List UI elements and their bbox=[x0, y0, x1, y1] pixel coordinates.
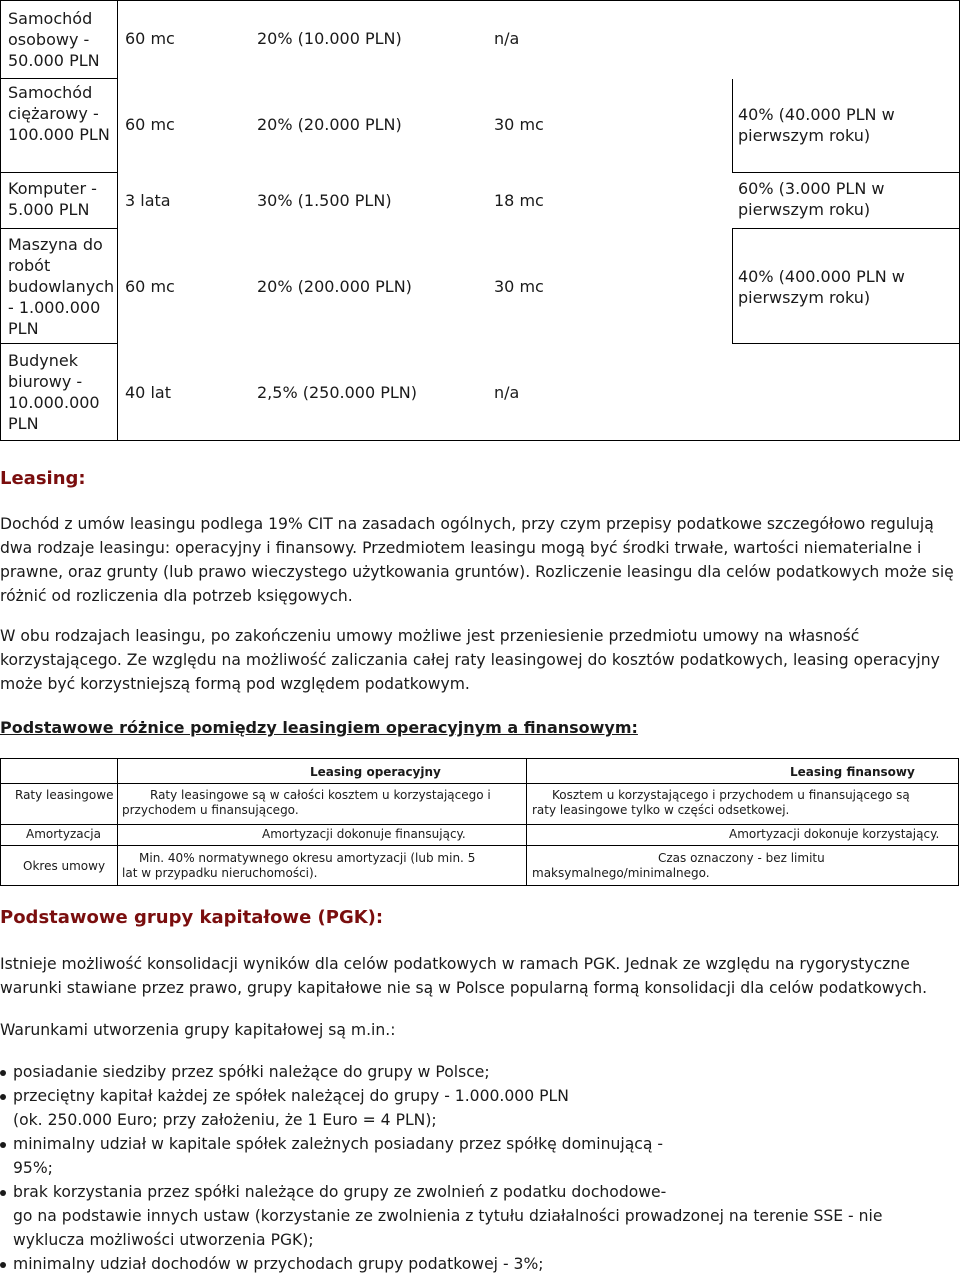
row-label: Raty leasingowe bbox=[15, 788, 114, 802]
financial-value: Czas oznaczony - bez limitu maksymalnego/minimalnego. bbox=[532, 851, 825, 880]
first-year-rate: 40% (400.000 PLN w pierwszym roku) bbox=[738, 267, 905, 307]
list-item bbox=[0, 1180, 950, 1252]
operational-value: Min. 40% normatywnego okresu amortyzacji (lub min. 5 lat w przypadku nieruchomości). bbox=[122, 851, 476, 880]
accelerated-period: 18 mc bbox=[494, 191, 544, 210]
list-item-text-continued: go na podstawie innych ustaw (korzystanie ze zwolnienia z tytułu działalności prowadzonej na terenie SSE - nie wyklucza możliwości utworzenia PGK); bbox=[13, 1207, 883, 1249]
list-item-text-continued: (ok. 250.000 Euro; przy założeniu, że 1 Euro = 4 PLN); bbox=[13, 1111, 437, 1129]
depreciation-rate: 2,5% (250.000 PLN) bbox=[257, 383, 417, 402]
depreciation-rate: 20% (10.000 PLN) bbox=[257, 29, 402, 48]
operational-value: Amortyzacji dokonuje finansujący. bbox=[262, 827, 466, 841]
row-divider bbox=[732, 172, 960, 173]
asset-name: Samochód osobowy - 50.000 PLN bbox=[8, 9, 100, 70]
list-item-text: minimalny udział w kapitale spółek zależnych posiadany przez spółkę dominującą - bbox=[13, 1135, 663, 1153]
column-divider bbox=[117, 759, 118, 885]
leasing-comparison-table bbox=[0, 758, 959, 886]
first-year-rate: 60% (3.000 PLN w pierwszym roku) bbox=[738, 179, 885, 219]
bullet-icon bbox=[0, 1142, 6, 1148]
depreciation-rate: 30% (1.500 PLN) bbox=[257, 191, 392, 210]
cell-border bbox=[732, 79, 733, 172]
table-border-left bbox=[0, 0, 1, 441]
bullet-icon bbox=[0, 1070, 6, 1076]
row-divider bbox=[732, 343, 960, 344]
row-divider bbox=[1, 783, 958, 784]
depreciation-period: 3 lata bbox=[125, 191, 171, 210]
column-divider bbox=[526, 759, 527, 885]
list-item-text-continued: 95%; bbox=[13, 1159, 53, 1177]
list-item bbox=[0, 1132, 950, 1180]
list-item bbox=[0, 1252, 950, 1276]
accelerated-period: 30 mc bbox=[494, 115, 544, 134]
depreciation-rate: 20% (20.000 PLN) bbox=[257, 115, 402, 134]
cell-border bbox=[732, 229, 733, 343]
first-year-rate: 40% (40.000 PLN w pierwszym roku) bbox=[738, 105, 895, 145]
list-item-text: brak korzystania przez spółki należące do grupy ze zwolnień z podatku dochodowe- bbox=[13, 1183, 667, 1201]
depreciation-period: 60 mc bbox=[125, 29, 175, 48]
row-divider bbox=[0, 172, 118, 173]
bullet-icon bbox=[0, 1262, 6, 1268]
pgk-conditions-list bbox=[0, 1060, 950, 1276]
financial-value: Amortyzacji dokonuje korzystający. bbox=[729, 827, 940, 841]
header-leasing-operacyjny: Leasing operacyjny bbox=[310, 765, 441, 779]
financial-value: Kosztem u korzystającego i przychodem u finansującego są raty leasingowe tylko w części odsetkowej. bbox=[532, 788, 910, 817]
row-label: Amortyzacja bbox=[26, 827, 101, 841]
table-border-bottom bbox=[0, 440, 960, 441]
list-item-text: przeciętny kapitał każdej ze spółek należącej do grupy - 1.000.000 PLN bbox=[13, 1087, 569, 1105]
depreciation-period: 60 mc bbox=[125, 115, 175, 134]
row-divider bbox=[1, 824, 958, 825]
leasing-heading: Leasing: bbox=[0, 468, 86, 489]
asset-name: Komputer - 5.000 PLN bbox=[8, 179, 97, 219]
row-divider bbox=[732, 228, 960, 229]
row-label: Okres umowy bbox=[23, 859, 106, 873]
row-divider bbox=[0, 78, 118, 79]
bullet-icon bbox=[0, 1094, 6, 1100]
depreciation-period: 40 lat bbox=[125, 383, 171, 402]
header-leasing-finansowy: Leasing finansowy bbox=[790, 765, 915, 779]
depreciation-table bbox=[0, 0, 960, 441]
pgk-heading: Podstawowe grupy kapitałowe (PGK): bbox=[0, 907, 384, 928]
depreciation-period: 60 mc bbox=[125, 277, 175, 296]
row-divider bbox=[0, 228, 118, 229]
pgk-paragraph-2: Warunkami utworzenia grupy kapitałowej są m.in.: bbox=[0, 1021, 396, 1039]
list-item bbox=[0, 1084, 950, 1132]
operational-value: Raty leasingowe są w całości kosztem u korzystającego i przychodem u finansującego. bbox=[122, 788, 491, 817]
accelerated-period: 30 mc bbox=[494, 277, 544, 296]
row-divider bbox=[0, 343, 118, 344]
accelerated-period: n/a bbox=[494, 29, 520, 48]
leasing-differences-heading: Podstawowe różnice pomiędzy leasingiem operacyjnym a finansowym: bbox=[0, 718, 638, 737]
list-item bbox=[0, 1060, 950, 1084]
asset-name: Budynek biurowy - 10.000.000 PLN bbox=[8, 351, 100, 433]
accelerated-period: n/a bbox=[494, 383, 520, 402]
leasing-paragraph-1: Dochód z umów leasingu podlega 19% CIT na zasadach ogólnych, przy czym przepisy podatkowe szczegółowo regulują dwa rodzaje leasingu: operacyjny i finansowy. Przedmiotem leasingu mogą być środki trwałe, wartości niematerialne i prawne, oraz grunty (lub prawo wieczystego użytkowania gruntów). Rozliczenie leasingu dla celów podatkowych może się różnić od rozliczenia dla potrzeb księgowych. bbox=[0, 515, 954, 605]
table-border-top bbox=[0, 0, 960, 1]
list-item-text: posiadanie siedziby przez spółki należące do grupy w Polsce; bbox=[13, 1063, 490, 1081]
asset-name: Samochód ciężarowy - 100.000 PLN bbox=[8, 83, 110, 144]
row-divider bbox=[1, 845, 958, 846]
bullet-icon bbox=[0, 1190, 6, 1196]
table-column-divider bbox=[117, 0, 118, 441]
pgk-paragraph-1: Istnieje możliwość konsolidacji wyników dla celów podatkowych w ramach PGK. Jednak ze względu na rygorystyczne warunki stawiane przez prawo, grupy kapitałowe nie są w Polsce popularną formą konsolidacji dla celów podatkowych. bbox=[0, 955, 928, 997]
leasing-paragraph-2: W obu rodzajach leasingu, po zakończeniu umowy możliwe jest przeniesienie przedmiotu umowy na własność korzystającego. Ze względu na możliwość zaliczania całej raty leasingowej do kosztów podatkowych, leasing operacyjny może być korzystniejszą formą pod względem podatkowym. bbox=[0, 627, 940, 693]
list-item-text: minimalny udział dochodów w przychodach grupy podatkowej - 3%; bbox=[13, 1255, 544, 1273]
depreciation-rate: 20% (200.000 PLN) bbox=[257, 277, 412, 296]
asset-name: Maszyna do robót budowlanych - 1.000.000 PLN bbox=[8, 235, 115, 338]
